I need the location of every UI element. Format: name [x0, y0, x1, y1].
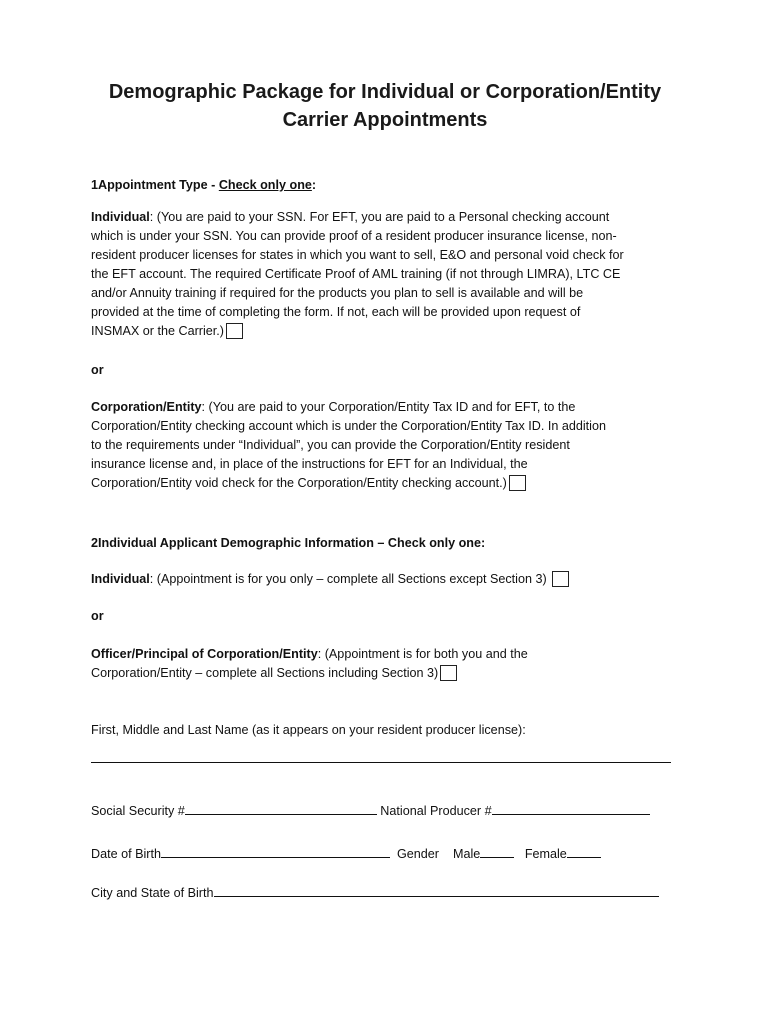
page-title — [60, 78, 710, 134]
individual-option-row — [91, 570, 691, 589]
or-separator: or — [91, 363, 104, 377]
individual-option-checkbox[interactable] — [552, 571, 569, 587]
individual-text-line: resident producer licenses for states in which you want to sell, E&O and personal void check for — [91, 248, 624, 262]
individual-option-text: : (Appointment is for you only – complete all Sections except Section 3) — [149, 572, 547, 586]
individual-text-line: INSMAX or the Carrier.) — [91, 324, 224, 338]
corporation-label: Corporation/Entity — [91, 400, 202, 414]
name-field-label: First, Middle and Last Name (as it appears on your resident producer license): — [91, 723, 526, 737]
officer-option-row — [91, 645, 691, 683]
individual-paragraph — [91, 208, 691, 341]
individual-option-label: Individual — [91, 572, 150, 586]
section-2-heading: 2Individual Applicant Demographic Information – Check only one: — [91, 536, 486, 550]
officer-option-text: : (Appointment is for both you and the — [317, 647, 528, 661]
individual-text-line: : (You are paid to your SSN. For EFT, you are paid to a Personal checking account — [149, 210, 610, 224]
title-line-2: Carrier Appointments — [282, 109, 488, 131]
gender-label: Gender — [397, 847, 440, 861]
birthplace-row — [91, 884, 691, 903]
officer-option-text: Corporation/Entity – complete all Sections including Section 3) — [91, 666, 439, 680]
corporation-text-line: insurance license and, in place of the instructions for EFT for an Individual, the — [91, 457, 528, 471]
check-only-one-label: Check only one — [218, 178, 312, 192]
officer-option-label: Officer/Principal of Corporation/Entity — [91, 647, 318, 661]
section-1-heading — [91, 176, 691, 195]
dob-gender-row — [91, 845, 691, 864]
corporation-text-line: Corporation/Entity void check for the Corporation/Entity checking account.) — [91, 476, 507, 490]
dob-field-line[interactable] — [161, 845, 390, 858]
title-line-1: Demographic Package for Individual or Corporation/Entity — [108, 81, 662, 103]
npn-field-line[interactable] — [492, 802, 650, 815]
corporation-paragraph — [91, 398, 691, 493]
individual-text-line: the EFT account. The required Certificate Proof of AML training (if not through LIMRA), LTC CE — [91, 267, 621, 281]
name-field-line[interactable] — [91, 762, 671, 763]
officer-option-checkbox[interactable] — [440, 665, 457, 681]
individual-appointment-checkbox[interactable] — [226, 323, 243, 339]
male-field-line[interactable] — [480, 845, 514, 858]
male-label: Male — [453, 847, 481, 861]
section-1-heading-colon: : — [311, 178, 317, 192]
city-state-birth-field-line[interactable] — [214, 884, 659, 897]
or-separator: or — [91, 609, 104, 623]
dob-label: Date of Birth — [91, 847, 161, 861]
ssn-npn-row — [91, 802, 691, 821]
city-state-birth-label: City and State of Birth — [91, 886, 214, 900]
section-1-heading-prefix: 1Appointment Type - — [91, 178, 219, 192]
corporation-appointment-checkbox[interactable] — [509, 475, 526, 491]
individual-text-line: and/or Annuity training if required for the products you plan to sell is available and will be — [91, 286, 584, 300]
individual-text-line: provided at the time of completing the form. If not, each will be provided upon request of — [91, 305, 581, 319]
npn-label: National Producer # — [380, 804, 492, 818]
ssn-label: Social Security # — [91, 804, 185, 818]
individual-text-line: which is under your SSN. You can provide proof of a resident producer insurance license, non- — [91, 229, 617, 243]
female-label: Female — [524, 847, 567, 861]
ssn-field-line[interactable] — [185, 802, 377, 815]
individual-label: Individual — [91, 210, 150, 224]
corporation-text-line: : (You are paid to your Corporation/Entity Tax ID and for EFT, to the — [201, 400, 576, 414]
corporation-text-line: Corporation/Entity checking account which is under the Corporation/Entity Tax ID. In addition — [91, 419, 606, 433]
female-field-line[interactable] — [567, 845, 601, 858]
corporation-text-line: to the requirements under “Individual”, you can provide the Corporation/Entity resident — [91, 438, 570, 452]
